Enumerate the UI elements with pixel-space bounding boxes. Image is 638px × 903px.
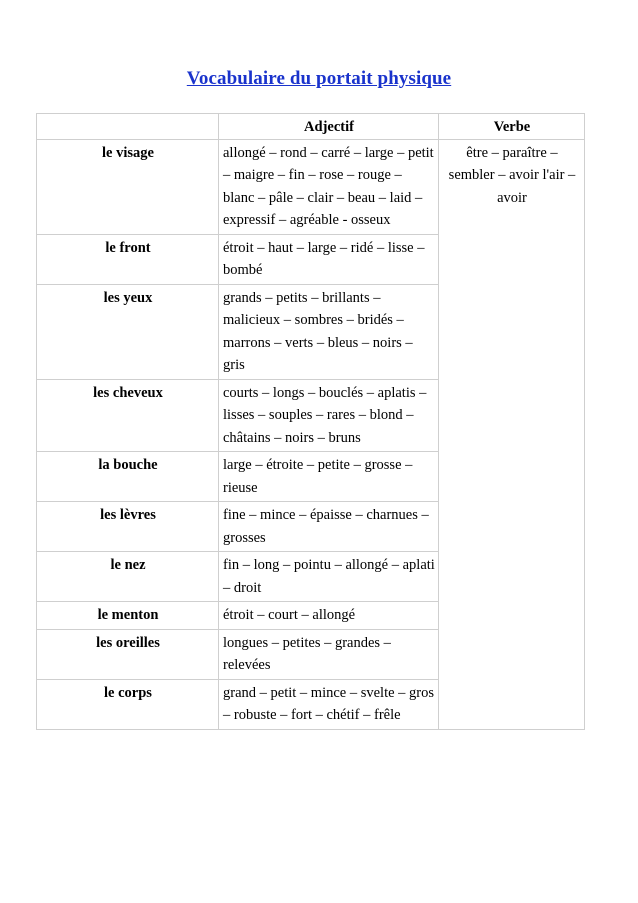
table-header-row bbox=[37, 114, 585, 140]
row-adjectives: large – étroite – petite – grosse – rieuse bbox=[219, 452, 439, 502]
vocabulary-table bbox=[36, 113, 585, 730]
row-term: le nez bbox=[37, 552, 219, 602]
row-term: les cheveux bbox=[37, 379, 219, 452]
row-term: le corps bbox=[37, 679, 219, 729]
row-term: les oreilles bbox=[37, 629, 219, 679]
header-term bbox=[37, 114, 219, 140]
row-adjectives: grands – petits – brillants – malicieux – sombres – bridés – marrons – verts – bleus – noirs – gris bbox=[219, 284, 439, 379]
row-term: les lèvres bbox=[37, 502, 219, 552]
page-title: Vocabulaire du portait physique bbox=[186, 68, 452, 89]
row-term: la bouche bbox=[37, 452, 219, 502]
row-term: les yeux bbox=[37, 284, 219, 379]
row-adjectives: étroit – haut – large – ridé – lisse – bombé bbox=[219, 234, 439, 284]
row-adjectives: longues – petites – grandes – relevées bbox=[219, 629, 439, 679]
verbs-cell: être – paraître – sembler – avoir l'air – avoir bbox=[439, 139, 585, 729]
row-adjectives: grand – petit – mince – svelte – gros – robuste – fort – chétif – frêle bbox=[219, 679, 439, 729]
row-term: le menton bbox=[37, 602, 219, 630]
table-row bbox=[37, 139, 585, 234]
row-adjectives: fine – mince – épaisse – charnues – grosses bbox=[219, 502, 439, 552]
row-adjectives: fin – long – pointu – allongé – aplati – droit bbox=[219, 552, 439, 602]
row-term: le front bbox=[37, 234, 219, 284]
row-adjectives: allongé – rond – carré – large – petit – maigre – fin – rose – rouge – blanc – pâle – clair – beau – laid – expressif – agréable - osseux bbox=[219, 139, 439, 234]
row-adjectives: étroit – court – allongé bbox=[219, 602, 439, 630]
header-adjectif: Adjectif bbox=[219, 114, 439, 140]
row-term: le visage bbox=[37, 139, 219, 234]
row-adjectives: courts – longs – bouclés – aplatis – lisses – souples – rares – blond – châtains – noirs – bruns bbox=[219, 379, 439, 452]
header-verbe: Verbe bbox=[439, 114, 585, 140]
